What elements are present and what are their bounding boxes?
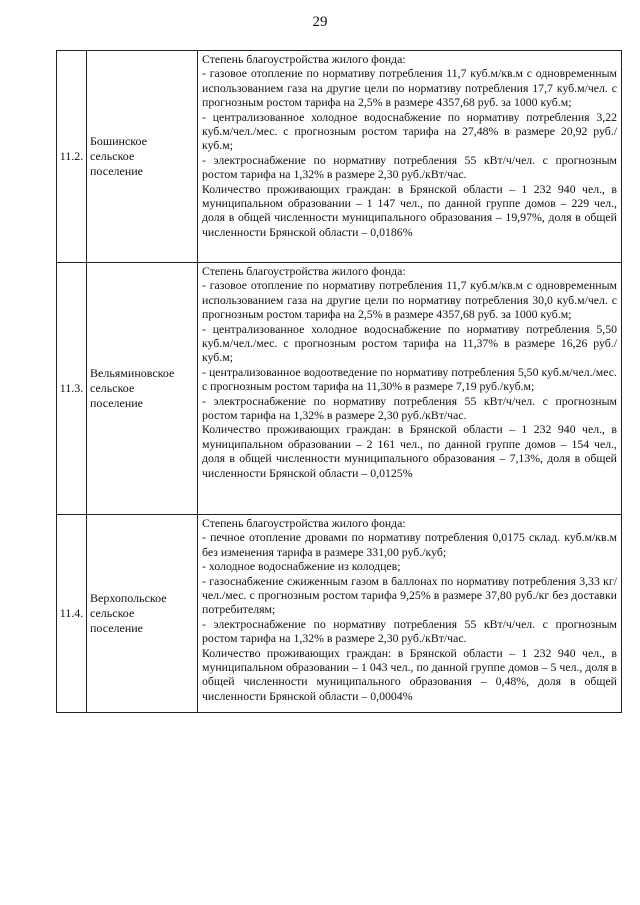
description-item: - газоснабжение сжиженным газом в баллонах по нормативу потребления 3,33 кг/чел./мес. с прогнозным ростом тарифа 9,25% в размере 37,80 руб./кг без доставки потребителям; (202, 573, 617, 617)
description-item: - газовое отопление по нормативу потребления 11,7 куб.м/кв.м с одновременным использованием газа на другие цели по нормативу потребления 30,0 куб.м/чел. с прогнозным ростом тарифа на 2,5% в размере 4357,68 руб. за 1000 куб.м; (202, 278, 617, 322)
settlement-name-line: поселение (90, 621, 144, 635)
row-number: 11.4. (57, 515, 87, 713)
settlement-description (198, 51, 622, 263)
row-number: 11.2. (57, 51, 87, 263)
description-item: - централизованное водоотведение по нормативу потребления 5,50 куб.м/чел./мес. с прогнозным ростом тарифа на 11,30% в размере 7,19 руб./куб.м; (202, 364, 617, 394)
settlement-name-line: сельское (90, 381, 135, 395)
description-item: - электроснабжение по нормативу потребления 55 кВт/ч/чел. с прогнозным ростом тарифа на 1,32% в размере 2,30 руб./кВт/час. (202, 152, 617, 182)
settlement-description (198, 515, 622, 713)
description-item: - электроснабжение по нормативу потребления 55 кВт/ч/чел. с прогнозным ростом тарифа на 1,32% в размере 2,30 руб./кВт/час. (202, 393, 617, 423)
settlement-name-line: поселение (90, 164, 144, 178)
settlement-name-line: Верхопольское (90, 591, 167, 605)
settlements-table (56, 50, 622, 713)
settlement-name-line: Вельяминовское (90, 366, 175, 380)
description-item: - газовое отопление по нормативу потребления 11,7 куб.м/кв.м с одновременным использованием газа на другие цели по нормативу потребления 17,7 куб.м/чел. с прогнозным ростом тарифа на 2,5% в размере 4357,68 руб. за 1000 куб.м; (202, 66, 617, 110)
description-heading: Степень благоустройства жилого фонда: (202, 264, 406, 278)
row-number: 11.3. (57, 263, 87, 515)
settlement-name (87, 263, 198, 515)
population-info: Количество проживающих граждан: в Брянской области – 1 232 940 чел., в муниципальном образовании – 2 161 чел., по данной группе домов – 154 чел., доля в общей численности муниципального образования – 7,13%, доля в общей численности Брянской области – 0,0125% (202, 422, 617, 480)
settlement-name-line: поселение (90, 396, 144, 410)
settlement-name (87, 51, 198, 263)
table-row (57, 51, 622, 263)
table-row (57, 515, 622, 713)
settlement-name (87, 515, 198, 713)
description-item: - электроснабжение по нормативу потребления 55 кВт/ч/чел. с прогнозным ростом тарифа на 1,32% в размере 2,30 руб./кВт/час. (202, 616, 617, 646)
description-item: - централизованное холодное водоснабжение по нормативу потребления 3,22 куб.м/чел./мес. с прогнозным ростом тарифа на 27,48% в размере 20,92 руб./куб.м; (202, 109, 617, 153)
description-heading: Степень благоустройства жилого фонда: (202, 52, 406, 66)
settlement-name-line: Бошинское (90, 134, 147, 148)
settlement-description (198, 263, 622, 515)
description-item: - централизованное холодное водоснабжение по нормативу потребления 5,50 куб.м/чел./мес. с прогнозным ростом тарифа на 11,37% в размере 16,26 руб./куб.м; (202, 321, 617, 365)
settlement-name-line: сельское (90, 149, 135, 163)
population-info: Количество проживающих граждан: в Брянской области – 1 232 940 чел., в муниципальном образовании – 1 147 чел., по данной группе домов – 229 чел., доля в общей численности муниципального образования – 19,97%, доля в общей численности Брянской области – 0,0186% (202, 181, 617, 239)
population-info: Количество проживающих граждан: в Брянской области – 1 232 940 чел., в муниципальном образовании – 1 043 чел., по данной группе домов – 5 чел., доля в общей численности муниципального образования – 0,48%, доля в общей численности Брянской области – 0,0004% (202, 645, 617, 703)
table-row (57, 263, 622, 515)
description-item: - холодное водоснабжение из колодцев; (202, 559, 401, 574)
description-item: - печное отопление дровами по нормативу потребления 0,0175 склад. куб.м/кв.м без изменения тарифа в размере 331,00 руб./куб; (202, 530, 617, 559)
page-number: 29 (312, 14, 328, 30)
settlement-name-line: сельское (90, 606, 135, 620)
description-heading: Степень благоустройства жилого фонда: (202, 516, 406, 530)
